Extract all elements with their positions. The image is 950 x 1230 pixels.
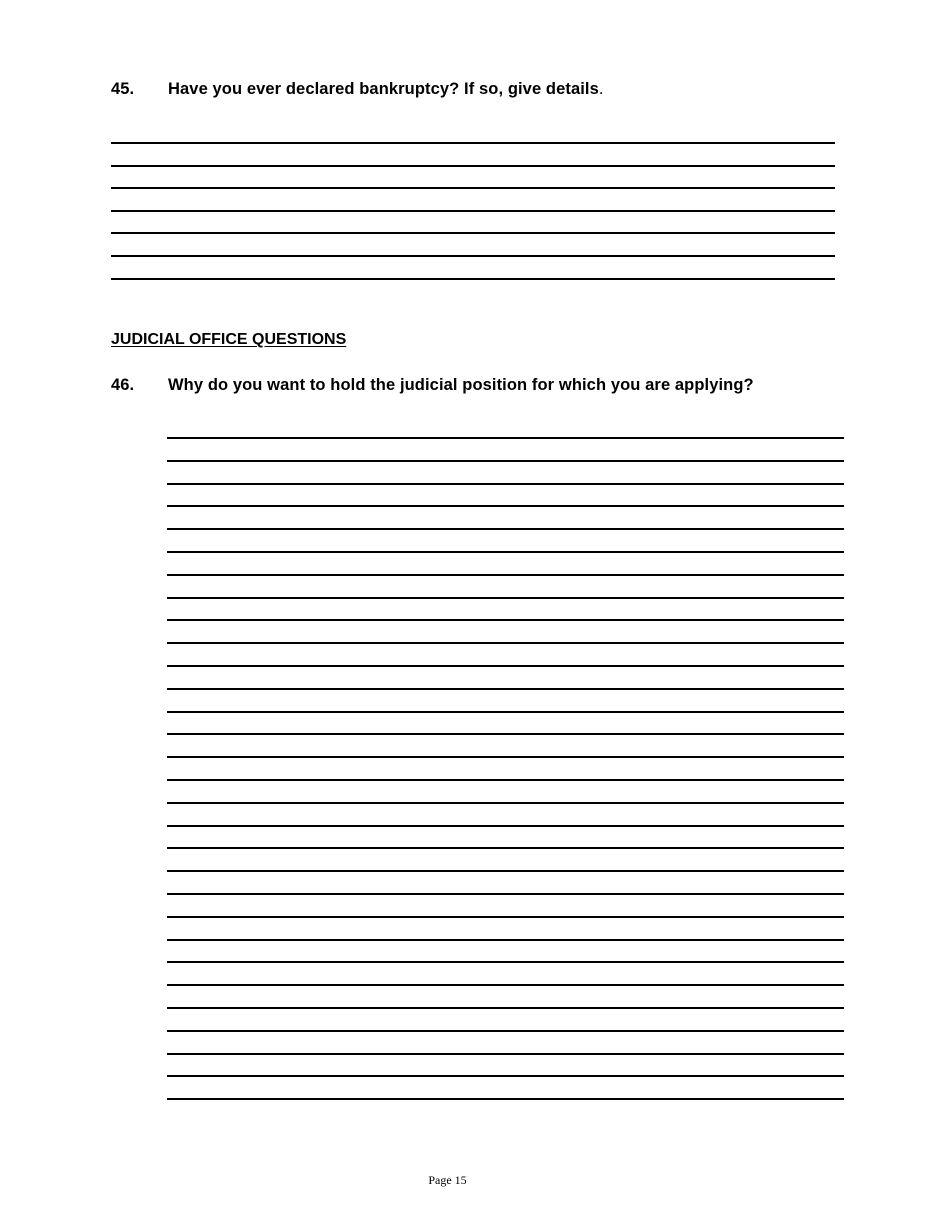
answer-line[interactable] — [167, 711, 844, 713]
answer-line[interactable] — [167, 961, 844, 963]
answer-line[interactable] — [167, 825, 844, 827]
answer-line[interactable] — [167, 460, 844, 462]
answer-line[interactable] — [111, 278, 835, 280]
question-45-number: 45. — [111, 80, 135, 98]
answer-line[interactable] — [167, 802, 844, 804]
answer-line[interactable] — [167, 597, 844, 599]
answer-line[interactable] — [111, 187, 835, 189]
answer-line[interactable] — [167, 916, 844, 918]
question-46-text: Why do you want to hold the judicial position for which you are applying? — [168, 376, 754, 394]
question-46 — [111, 376, 754, 395]
answer-line[interactable] — [167, 437, 844, 439]
answer-line[interactable] — [167, 893, 844, 895]
answer-line[interactable] — [167, 505, 844, 507]
answer-line[interactable] — [167, 1030, 844, 1032]
answer-line[interactable] — [111, 210, 835, 212]
question-46-answer-lines[interactable] — [167, 437, 844, 1121]
question-45-answer-lines[interactable] — [111, 142, 835, 300]
answer-line[interactable] — [167, 1098, 844, 1100]
answer-line[interactable] — [111, 255, 835, 257]
answer-line[interactable] — [167, 688, 844, 690]
answer-line[interactable] — [167, 665, 844, 667]
answer-line[interactable] — [167, 528, 844, 530]
answer-line[interactable] — [111, 165, 835, 167]
question-45 — [111, 80, 604, 99]
question-45-text: Have you ever declared bankruptcy? If so, give details — [168, 80, 599, 98]
answer-line[interactable] — [167, 574, 844, 576]
answer-line[interactable] — [167, 1075, 844, 1077]
answer-line[interactable] — [167, 939, 844, 941]
answer-line[interactable] — [167, 870, 844, 872]
answer-line[interactable] — [167, 1053, 844, 1055]
answer-line[interactable] — [111, 232, 835, 234]
question-45-period: . — [598, 80, 604, 98]
answer-line[interactable] — [167, 779, 844, 781]
answer-line[interactable] — [167, 847, 844, 849]
answer-line[interactable] — [167, 733, 844, 735]
question-46-number: 46. — [111, 376, 135, 394]
answer-line[interactable] — [111, 142, 835, 144]
answer-line[interactable] — [167, 483, 844, 485]
answer-line[interactable] — [167, 756, 844, 758]
answer-line[interactable] — [167, 1007, 844, 1009]
answer-line[interactable] — [167, 984, 844, 986]
section-heading-judicial-office: JUDICIAL OFFICE QUESTIONS — [111, 331, 347, 348]
page-number: Page 15 — [428, 1173, 467, 1187]
answer-line[interactable] — [167, 642, 844, 644]
answer-line[interactable] — [167, 619, 844, 621]
answer-line[interactable] — [167, 551, 844, 553]
